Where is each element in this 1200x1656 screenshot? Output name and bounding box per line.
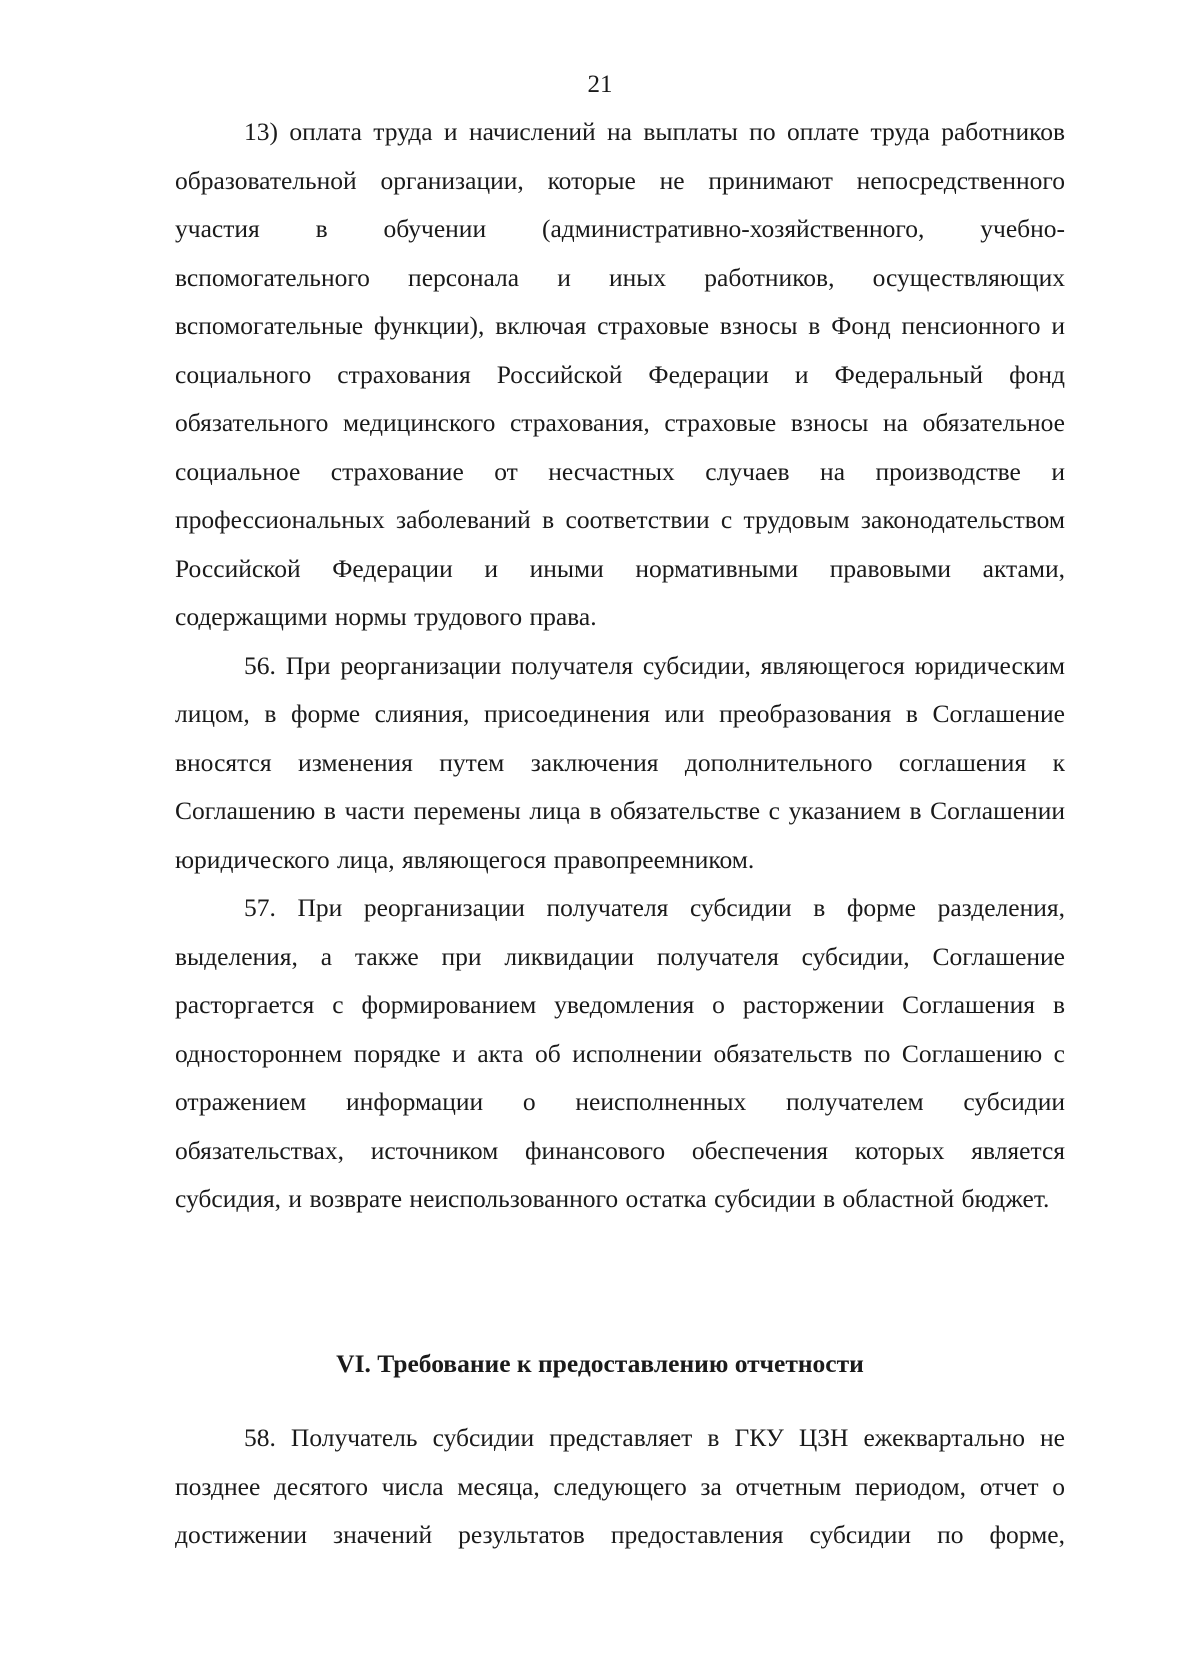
paragraph-13: 13) оплата труда и начислений на выплаты по оплате труда работников образовательной организации, которые не принимают непосредственного участия в обучении (административно-хозяйственного, учебно-вспомогательного персонала и иных работников, осуществляющих вспомогательные функции), включая страховые взносы в Фонд пенсионного и социального страхования Российской Федерации и Федеральный фонд обязательного медицинского страхования, страховые взносы на обязательное социальное страхование от несчастных случаев на производстве и профессиональных заболеваний в соответствии с трудовым законодательством Российской Федерации и иными нормативными правовыми актами, содержащими нормы трудового права. bbox=[175, 117, 1065, 631]
paragraph-58: 58. Получатель субсидии представляет в ГКУ ЦЗН ежеквартально не позднее десятого числа месяца, следующего за отчетным периодом, отчет о достижении значений результатов предоставления субсидии по форме, bbox=[175, 1423, 1065, 1549]
section-heading: VI. Требование к предоставлению отчетности bbox=[336, 1349, 864, 1378]
page-number: 21 bbox=[587, 71, 613, 98]
paragraph-56: 56. При реорганизации получателя субсидии, являющегося юридическим лицом, в форме слияния, присоединения или преобразования в Соглашение вносятся изменения путем заключения дополнительного соглашения к Соглашению в части перемены лица в обязательстве с указанием в Соглашении юридического лица, являющегося правопреемником. bbox=[175, 650, 1065, 874]
document-body-continued bbox=[175, 1414, 1065, 1560]
paragraph-57: 57. При реорганизации получателя субсидии в форме разделения, выделения, а также при ликвидации получателя субсидии, Соглашение расторгается с формированием уведомления о расторжении Соглашения в одностороннем порядке и акта об исполнении обязательств по Соглашению с отражением информации о неисполненных получателем субсидии обязательствах, источником финансового обеспечения которых является субсидия, и возврате неиспользованного остатка субсидии в областной бюджет. bbox=[175, 893, 1065, 1213]
document-body bbox=[175, 108, 1065, 1224]
